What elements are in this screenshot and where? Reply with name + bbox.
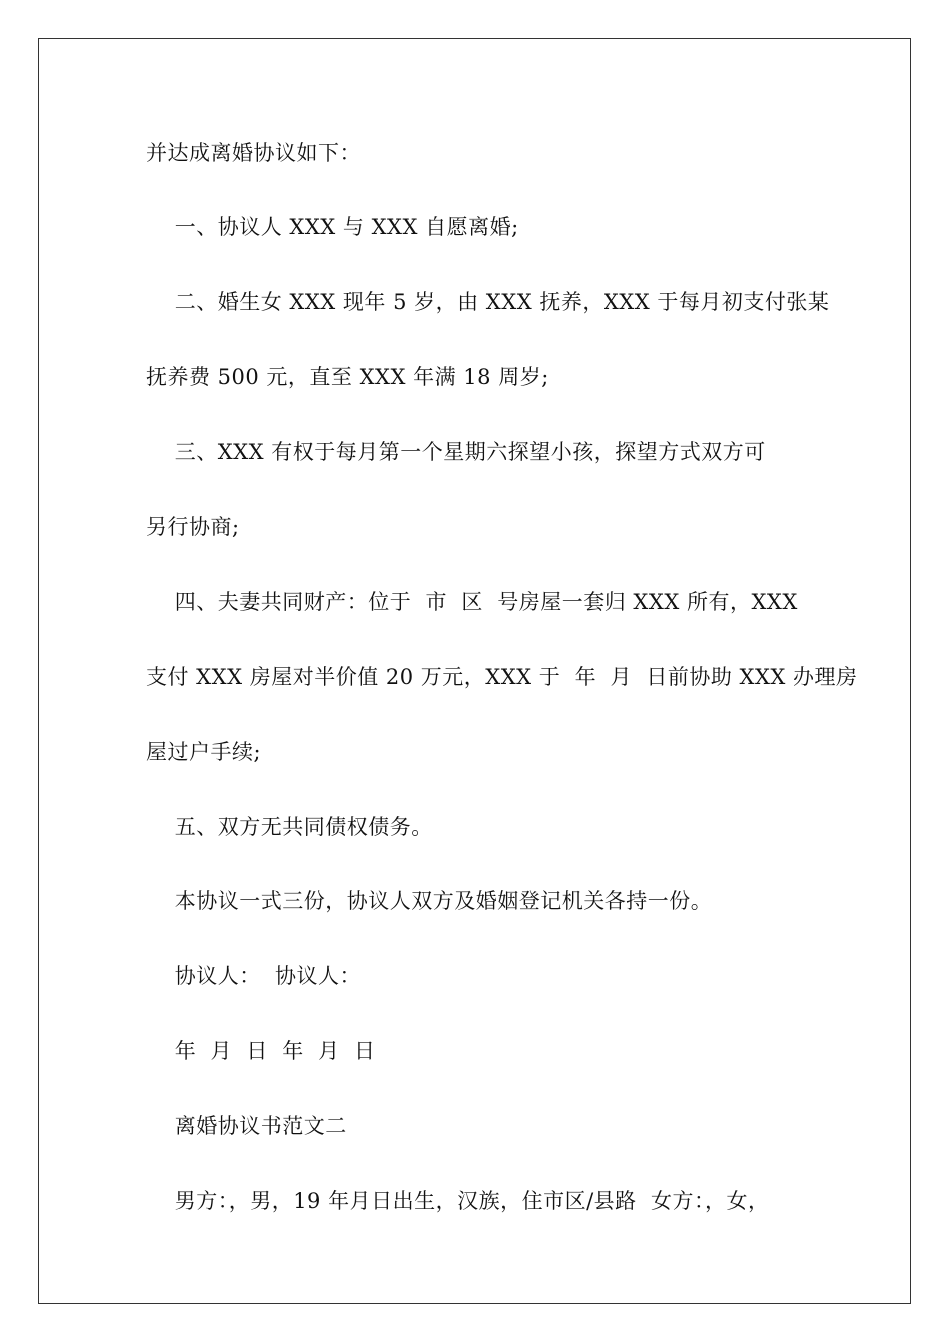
text-line-15: 男方：，男，19 年月日出生，汉族，住市区/县路 女方：，女， [146,1189,770,1213]
text-line-2: 一、协议人 XXX 与 XXX 自愿离婚; [146,215,519,239]
text-line-8: 支付 XXX 房屋对半价值 20 万元，XXX 于 年 月 日前协助 XXX 办理房 [146,665,858,689]
text-line-11: 本协议一式三份，协议人双方及婚姻登记机关各持一份。 [146,889,713,913]
text-line-1: 并达成离婚协议如下： [146,141,361,165]
text-line-14: 离婚协议书范文二 [146,1114,347,1138]
text-line-4: 抚养费 500 元，直至 XXX 年满 18 周岁; [146,365,549,389]
text-line-7: 四、夫妻共同财产：位于 市 区 号房屋一套归 XXX 所有，XXX [146,590,798,614]
text-line-3: 二、婚生女 XXX 现年 5 岁，由 XXX 抚养，XXX 于每月初支付张某 [146,290,830,314]
text-line-12: 协议人： 协议人： [146,964,362,988]
text-line-13: 年 月 日 年 月 日 [146,1039,376,1063]
text-line-6: 另行协商; [146,515,240,539]
text-line-5: 三、XXX 有权于每月第一个星期六探望小孩，探望方式双方可 [146,440,766,464]
text-line-9: 屋过户手续; [146,740,262,764]
text-line-10: 五、双方无共同债权债务。 [146,815,433,839]
